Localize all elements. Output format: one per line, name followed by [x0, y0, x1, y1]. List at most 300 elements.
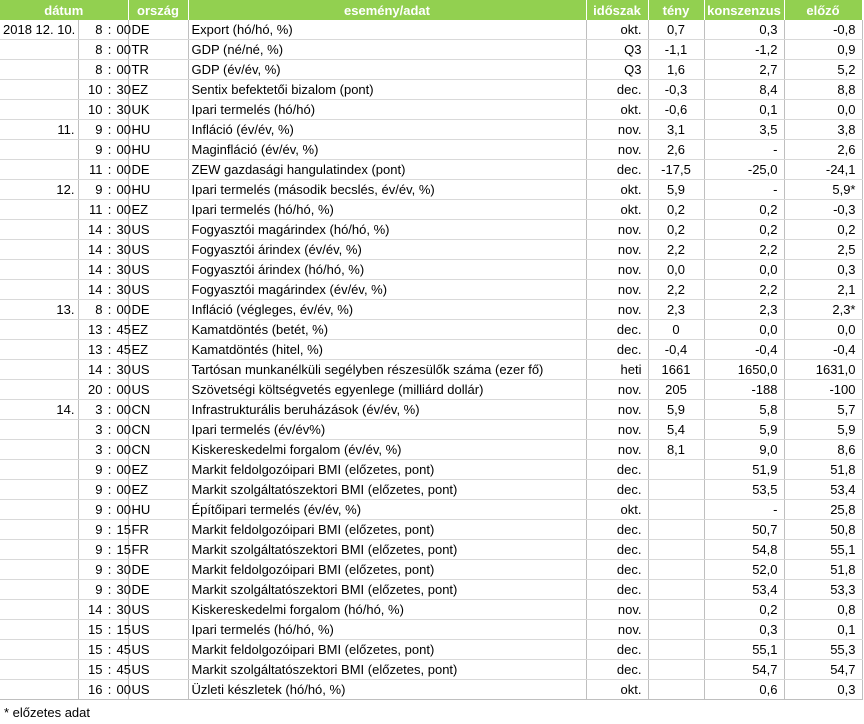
cell-date	[0, 40, 78, 60]
cell-event: ZEW gazdasági hangulatindex (pont)	[188, 160, 586, 180]
cell-date	[0, 80, 78, 100]
cell-consensus: 2,7	[704, 60, 784, 80]
table-row	[0, 120, 862, 140]
cell-time	[78, 660, 131, 680]
cell-consensus: 54,7	[704, 660, 784, 680]
table-row	[0, 40, 862, 60]
cell-time-minute: 15	[116, 522, 131, 537]
cell-period: dec.	[586, 560, 648, 580]
cell-event: Fogyasztói magárindex (év/év, %)	[188, 280, 586, 300]
cell-time-minute: 30	[116, 282, 131, 297]
cell-time-hour: 13	[88, 322, 103, 337]
cell-event: Szövetségi költségvetés egyenlege (milliárd dollár)	[188, 380, 586, 400]
cell-previous: 0,3	[784, 260, 862, 280]
cell-time	[78, 420, 131, 440]
cell-time-hour: 9	[95, 582, 103, 597]
cell-date	[0, 360, 78, 380]
cell-date	[0, 260, 78, 280]
cell-time-separator: :	[107, 502, 112, 517]
cell-actual: 5,4	[648, 420, 704, 440]
footnote: * előzetes adat	[4, 705, 91, 720]
cell-date	[0, 60, 78, 80]
cell-time-minute: 00	[116, 142, 131, 157]
cell-time	[78, 680, 131, 700]
table-row	[0, 100, 862, 120]
cell-consensus: 50,7	[704, 520, 784, 540]
cell-period: nov.	[586, 620, 648, 640]
cell-date	[0, 420, 78, 440]
cell-period: nov.	[586, 240, 648, 260]
cell-event: Fogyasztói magárindex (hó/hó, %)	[188, 220, 586, 240]
cell-time-hour: 9	[95, 482, 103, 497]
cell-consensus: -0,4	[704, 340, 784, 360]
cell-time-minute: 00	[116, 402, 131, 417]
cell-previous: 2,5	[784, 240, 862, 260]
cell-actual	[648, 680, 704, 700]
cell-country: US	[128, 600, 188, 620]
cell-country: DE	[128, 300, 188, 320]
cell-actual	[648, 660, 704, 680]
cell-time-hour: 11	[89, 162, 103, 177]
table-row	[0, 560, 862, 580]
cell-time-hour: 14	[88, 222, 103, 237]
cell-consensus: 0,2	[704, 200, 784, 220]
cell-country: TR	[128, 60, 188, 80]
header-esemeny: esemény/adat	[188, 0, 586, 20]
cell-actual	[648, 560, 704, 580]
table-row	[0, 240, 862, 260]
cell-period: dec.	[586, 460, 648, 480]
cell-previous: 54,7	[784, 660, 862, 680]
cell-period: nov.	[586, 120, 648, 140]
cell-country: US	[128, 360, 188, 380]
cell-time-hour: 14	[88, 602, 103, 617]
cell-period: dec.	[586, 160, 648, 180]
table-row	[0, 200, 862, 220]
cell-previous: 2,1	[784, 280, 862, 300]
cell-country: US	[128, 260, 188, 280]
cell-time	[78, 240, 131, 260]
cell-consensus: 52,0	[704, 560, 784, 580]
cell-consensus: 2,2	[704, 240, 784, 260]
cell-event: Fogyasztói árindex (év/év, %)	[188, 240, 586, 260]
cell-time	[78, 500, 131, 520]
cell-actual: 8,1	[648, 440, 704, 460]
cell-time-separator: :	[107, 122, 112, 137]
cell-period: nov.	[586, 300, 648, 320]
cell-time-minute: 15	[116, 542, 131, 557]
cell-time-minute: 15	[116, 622, 131, 637]
cell-date	[0, 640, 78, 660]
cell-event: Építőipari termelés (év/év, %)	[188, 500, 586, 520]
cell-time-separator: :	[107, 382, 112, 397]
cell-actual: -1,1	[648, 40, 704, 60]
cell-event: Markit szolgáltatószektori BMI (előzetes, pont)	[188, 580, 586, 600]
cell-time-separator: :	[107, 102, 112, 117]
cell-country: DE	[128, 580, 188, 600]
cell-time-hour: 9	[95, 562, 103, 577]
table-row	[0, 660, 862, 680]
header-konszenzus: konszenzus	[704, 0, 784, 20]
cell-actual: 205	[648, 380, 704, 400]
cell-previous: 55,1	[784, 540, 862, 560]
cell-event: Kiskereskedelmi forgalom (év/év, %)	[188, 440, 586, 460]
cell-date	[0, 680, 78, 700]
cell-period: nov.	[586, 380, 648, 400]
cell-previous: 1631,0	[784, 360, 862, 380]
cell-actual: 2,2	[648, 240, 704, 260]
cell-time-minute: 45	[116, 642, 131, 657]
cell-actual: 1661	[648, 360, 704, 380]
cell-time	[78, 160, 131, 180]
cell-period: dec.	[586, 540, 648, 560]
cell-consensus: 2,2	[704, 280, 784, 300]
cell-previous: 8,8	[784, 80, 862, 100]
table-row	[0, 80, 862, 100]
cell-event: Infláció (végleges, év/év, %)	[188, 300, 586, 320]
cell-period: nov.	[586, 260, 648, 280]
cell-period: nov.	[586, 440, 648, 460]
cell-previous: -24,1	[784, 160, 862, 180]
cell-event: Markit feldolgozóipari BMI (előzetes, pont)	[188, 640, 586, 660]
table-header-row	[0, 0, 862, 20]
cell-consensus: 53,4	[704, 580, 784, 600]
cell-time	[78, 540, 131, 560]
cell-actual: -0,3	[648, 80, 704, 100]
cell-time-separator: :	[107, 222, 112, 237]
cell-time	[78, 180, 131, 200]
cell-previous: 2,3*	[784, 300, 862, 320]
cell-date	[0, 580, 78, 600]
cell-date: 11.	[0, 120, 78, 140]
cell-time-minute: 00	[116, 442, 131, 457]
cell-time-hour: 3	[95, 442, 103, 457]
cell-time-hour: 8	[95, 302, 103, 317]
cell-consensus: -25,0	[704, 160, 784, 180]
cell-time-minute: 45	[116, 662, 131, 677]
cell-period: dec.	[586, 480, 648, 500]
table-row	[0, 460, 862, 480]
table-row	[0, 260, 862, 280]
cell-time-minute: 00	[116, 202, 131, 217]
cell-previous: 0,9	[784, 40, 862, 60]
cell-time-separator: :	[107, 522, 112, 537]
header-elozo: előző	[784, 0, 862, 20]
cell-event: GDP (né/né, %)	[188, 40, 586, 60]
cell-date	[0, 220, 78, 240]
cell-time	[78, 260, 131, 280]
cell-time-hour: 13	[88, 342, 103, 357]
cell-event: Üzleti készletek (hó/hó, %)	[188, 680, 586, 700]
cell-time-minute: 00	[116, 42, 131, 57]
table-row	[0, 380, 862, 400]
cell-country: HU	[128, 140, 188, 160]
cell-time-separator: :	[107, 282, 112, 297]
cell-consensus: 0,0	[704, 260, 784, 280]
cell-time-separator: :	[107, 62, 112, 77]
cell-date	[0, 540, 78, 560]
cell-time-hour: 9	[95, 142, 103, 157]
cell-period: dec.	[586, 520, 648, 540]
cell-time-hour: 9	[95, 122, 103, 137]
cell-previous: 2,6	[784, 140, 862, 160]
cell-country: EZ	[128, 200, 188, 220]
cell-previous: 0,0	[784, 100, 862, 120]
cell-actual	[648, 480, 704, 500]
cell-date: 2018 12. 10.	[0, 20, 78, 40]
cell-time-hour: 9	[95, 522, 103, 537]
cell-time-separator: :	[107, 302, 112, 317]
cell-event: Infláció (év/év, %)	[188, 120, 586, 140]
cell-previous: 8,6	[784, 440, 862, 460]
cell-period: Q3	[586, 60, 648, 80]
cell-time	[78, 340, 131, 360]
cell-event: Markit feldolgozóipari BMI (előzetes, pont)	[188, 460, 586, 480]
cell-time-hour: 8	[95, 42, 103, 57]
table-row	[0, 400, 862, 420]
cell-time-minute: 30	[116, 82, 131, 97]
cell-time-separator: :	[107, 182, 112, 197]
cell-consensus: 0,3	[704, 620, 784, 640]
cell-date	[0, 620, 78, 640]
header-teny: tény	[648, 0, 704, 20]
cell-consensus: 53,5	[704, 480, 784, 500]
cell-actual: 0,2	[648, 200, 704, 220]
cell-time-minute: 45	[116, 342, 131, 357]
cell-previous: 51,8	[784, 560, 862, 580]
cell-date	[0, 560, 78, 580]
cell-event: Markit szolgáltatószektori BMI (előzetes, pont)	[188, 660, 586, 680]
cell-consensus: -	[704, 500, 784, 520]
cell-time-separator: :	[107, 22, 112, 37]
cell-time-hour: 15	[88, 622, 103, 637]
cell-country: FR	[128, 540, 188, 560]
cell-time	[78, 140, 131, 160]
cell-consensus: 5,9	[704, 420, 784, 440]
cell-consensus: -	[704, 140, 784, 160]
cell-date	[0, 660, 78, 680]
cell-time	[78, 40, 131, 60]
cell-event: Markit feldolgozóipari BMI (előzetes, pont)	[188, 520, 586, 540]
cell-actual	[648, 540, 704, 560]
cell-time-minute: 00	[116, 502, 131, 517]
cell-time-separator: :	[107, 342, 112, 357]
cell-country: US	[128, 280, 188, 300]
cell-actual: 0	[648, 320, 704, 340]
cell-time-minute: 00	[116, 682, 131, 697]
table-row	[0, 440, 862, 460]
cell-time	[78, 460, 131, 480]
cell-time-separator: :	[107, 402, 112, 417]
cell-actual	[648, 580, 704, 600]
cell-period: heti	[586, 360, 648, 380]
cell-date: 14.	[0, 400, 78, 420]
cell-time-separator: :	[107, 262, 112, 277]
cell-country: HU	[128, 500, 188, 520]
cell-time	[78, 560, 131, 580]
cell-time-minute: 00	[116, 182, 131, 197]
cell-event: Ipari termelés (hó/hó, %)	[188, 620, 586, 640]
cell-date: 12.	[0, 180, 78, 200]
cell-time-separator: :	[107, 482, 112, 497]
cell-actual: -0,4	[648, 340, 704, 360]
cell-event: GDP (év/év, %)	[188, 60, 586, 80]
table-row	[0, 140, 862, 160]
cell-period: nov.	[586, 400, 648, 420]
cell-date	[0, 600, 78, 620]
cell-time	[78, 400, 131, 420]
table-row	[0, 180, 862, 200]
cell-previous: 0,1	[784, 620, 862, 640]
cell-period: okt.	[586, 500, 648, 520]
table-row	[0, 320, 862, 340]
cell-country: US	[128, 620, 188, 640]
cell-event: Ipari termelés (hó/hó, %)	[188, 200, 586, 220]
cell-time-separator: :	[107, 202, 112, 217]
cell-event: Markit szolgáltatószektori BMI (előzetes, pont)	[188, 540, 586, 560]
cell-actual: 0,0	[648, 260, 704, 280]
cell-time-minute: 00	[116, 422, 131, 437]
cell-event: Ipari termelés (év/év%)	[188, 420, 586, 440]
cell-consensus: 3,5	[704, 120, 784, 140]
cell-consensus: 2,3	[704, 300, 784, 320]
table-row	[0, 520, 862, 540]
cell-country: US	[128, 680, 188, 700]
cell-date	[0, 480, 78, 500]
cell-date	[0, 140, 78, 160]
table-row	[0, 580, 862, 600]
cell-previous: 25,8	[784, 500, 862, 520]
cell-country: UK	[128, 100, 188, 120]
cell-time-minute: 00	[116, 302, 131, 317]
cell-event: Infrastrukturális beruházások (év/év, %)	[188, 400, 586, 420]
cell-previous: 50,8	[784, 520, 862, 540]
cell-actual: 0,2	[648, 220, 704, 240]
cell-country: EZ	[128, 460, 188, 480]
table-row	[0, 620, 862, 640]
cell-actual: 1,6	[648, 60, 704, 80]
cell-time-minute: 00	[116, 382, 131, 397]
cell-date: 13.	[0, 300, 78, 320]
cell-event: Export (hó/hó, %)	[188, 20, 586, 40]
cell-time-hour: 9	[95, 182, 103, 197]
cell-time-separator: :	[107, 582, 112, 597]
cell-time-minute: 00	[116, 122, 131, 137]
cell-time	[78, 100, 131, 120]
cell-actual	[648, 520, 704, 540]
table-row	[0, 340, 862, 360]
cell-period: okt.	[586, 20, 648, 40]
cell-country: DE	[128, 560, 188, 580]
cell-country: DE	[128, 20, 188, 40]
cell-actual	[648, 640, 704, 660]
cell-time-separator: :	[107, 682, 112, 697]
cell-actual: 5,9	[648, 180, 704, 200]
cell-date	[0, 160, 78, 180]
cell-time-minute: 00	[116, 22, 131, 37]
cell-actual: 2,3	[648, 300, 704, 320]
cell-time-hour: 14	[88, 282, 103, 297]
cell-event: Sentix befektetői bizalom (pont)	[188, 80, 586, 100]
table-row	[0, 360, 862, 380]
cell-event: Kamatdöntés (hitel, %)	[188, 340, 586, 360]
cell-time	[78, 440, 131, 460]
cell-event: Tartósan munkanélküli segélyben részesülők száma (ezer fő)	[188, 360, 586, 380]
cell-previous: -0,3	[784, 200, 862, 220]
cell-consensus: 54,8	[704, 540, 784, 560]
cell-date	[0, 280, 78, 300]
cell-previous: -0,8	[784, 20, 862, 40]
cell-country: FR	[128, 520, 188, 540]
cell-period: dec.	[586, 580, 648, 600]
cell-time-minute: 45	[116, 322, 131, 337]
cell-time	[78, 480, 131, 500]
cell-country: EZ	[128, 80, 188, 100]
cell-time-hour: 15	[88, 662, 103, 677]
table-row	[0, 540, 862, 560]
header-idoszak: időszak	[586, 0, 648, 20]
cell-time-separator: :	[107, 542, 112, 557]
cell-time	[78, 520, 131, 540]
cell-previous: 3,8	[784, 120, 862, 140]
table-row	[0, 640, 862, 660]
cell-time-separator: :	[107, 322, 112, 337]
table-row	[0, 220, 862, 240]
cell-time-hour: 10	[88, 102, 103, 117]
table-row	[0, 680, 862, 700]
cell-time	[78, 600, 131, 620]
cell-country: US	[128, 640, 188, 660]
cell-consensus: 51,9	[704, 460, 784, 480]
cell-time-minute: 30	[116, 582, 131, 597]
cell-date	[0, 460, 78, 480]
cell-country: CN	[128, 420, 188, 440]
cell-time-hour: 14	[88, 362, 103, 377]
cell-period: dec.	[586, 640, 648, 660]
cell-previous: 0,0	[784, 320, 862, 340]
cell-consensus: 8,4	[704, 80, 784, 100]
cell-actual	[648, 620, 704, 640]
cell-time	[78, 620, 131, 640]
cell-country: EZ	[128, 320, 188, 340]
cell-consensus: 1650,0	[704, 360, 784, 380]
header-datum: dátum	[0, 0, 128, 20]
cell-consensus: 5,8	[704, 400, 784, 420]
cell-previous: 53,3	[784, 580, 862, 600]
cell-time	[78, 220, 131, 240]
cell-consensus: -1,2	[704, 40, 784, 60]
cell-period: nov.	[586, 600, 648, 620]
cell-previous: 0,2	[784, 220, 862, 240]
cell-previous: 0,8	[784, 600, 862, 620]
cell-period: Q3	[586, 40, 648, 60]
cell-time-separator: :	[107, 82, 112, 97]
cell-consensus: 55,1	[704, 640, 784, 660]
table-body	[0, 20, 862, 700]
cell-time	[78, 640, 131, 660]
cell-time-minute: 00	[116, 62, 131, 77]
cell-event: Ipari termelés (második becslés, év/év, %)	[188, 180, 586, 200]
cell-country: EZ	[128, 480, 188, 500]
cell-time	[78, 280, 131, 300]
table-row	[0, 280, 862, 300]
table-row	[0, 480, 862, 500]
cell-period: dec.	[586, 660, 648, 680]
table-row	[0, 20, 862, 40]
cell-country: US	[128, 380, 188, 400]
cell-period: dec.	[586, 80, 648, 100]
cell-time-separator: :	[107, 362, 112, 377]
